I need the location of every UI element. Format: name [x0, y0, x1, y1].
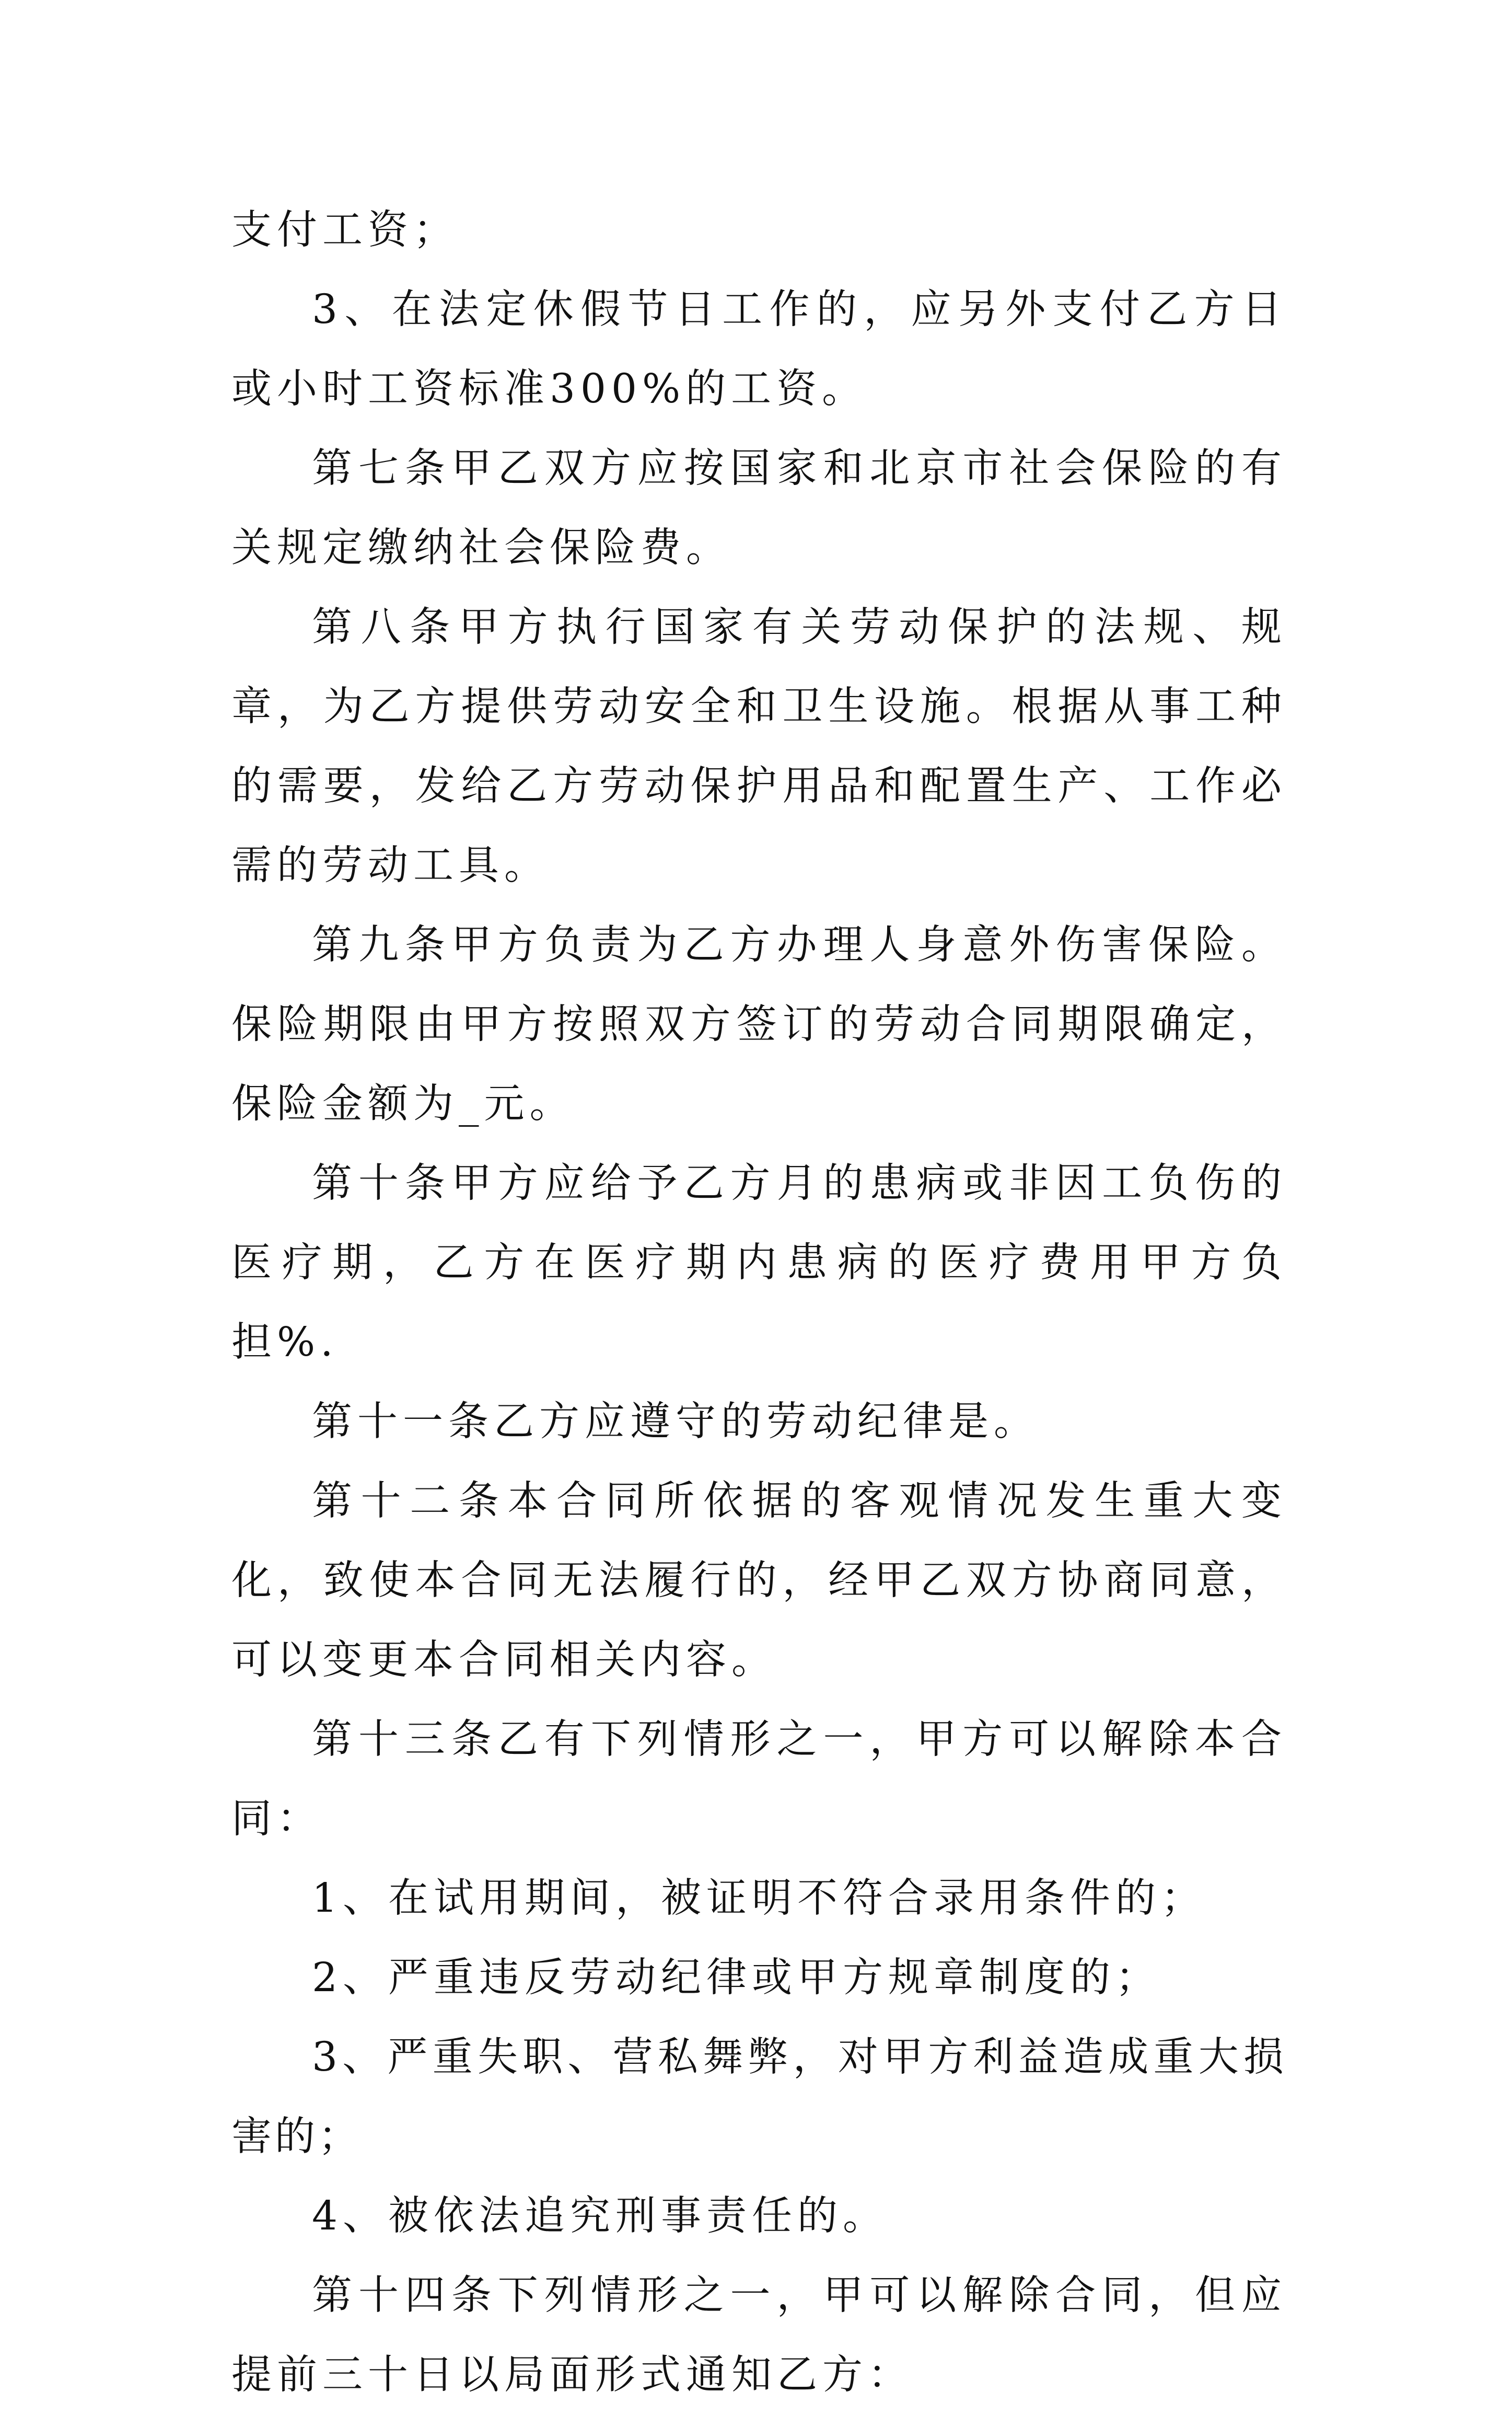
paragraph-14: 第十四条下列情形之一，甲可以解除合同，但应提前三十日以局面形式通知乙方：	[231, 2272, 1287, 2398]
paragraph-7: 第十一条乙方应遵守的劳动纪律是。	[312, 1399, 1039, 1445]
paragraph-4: 第八条甲方执行国家有关劳动保护的法规、规章，为乙方提供劳动安全和卫生设施。根据从事工种的需要，发给乙方劳动保护用品和配置生产、工作必需的劳动工具。	[231, 604, 1287, 889]
paragraph-13: 4、被依法追究刑事责任的。	[312, 2193, 888, 2239]
paragraph-9: 第十三条乙有下列情形之一，甲方可以解除本合同：	[231, 1716, 1287, 1842]
paragraph-5: 第九条甲方负责为乙方办理人身意外伤害保险。保险期限由甲方按照双方签订的劳动合同期限确定，保险金额为_元。	[231, 922, 1287, 1127]
paragraph-10: 1、在试用期间，被证明不符合录用条件的；	[312, 1875, 1206, 1922]
paragraph-11: 2、严重违反劳动纪律或甲方规章制度的；	[312, 1955, 1161, 2001]
paragraph-1: 支付工资；	[231, 207, 459, 253]
paragraph-12: 3、严重失职、营私舞弊，对甲方利益造成重大损害的；	[231, 2034, 1287, 2160]
paragraph-3: 第七条甲乙双方应按国家和北京市社会保险的有关规定缴纳社会保险费。	[231, 445, 1287, 571]
document-body	[231, 191, 1287, 2415]
paragraph-8: 第十二条本合同所依据的客观情况发生重大变化，致使本合同无法履行的，经甲乙双方协商同意，可以变更本合同相关内容。	[231, 1478, 1287, 1683]
paragraph-2: 3、在法定休假节日工作的，应另外支付乙方日或小时工资标准300%的工资。	[231, 286, 1287, 412]
paragraph-6: 第十条甲方应给予乙方月的患病或非因工负伤的医疗期，乙方在医疗期内患病的医疗费用甲方负担%.	[231, 1160, 1287, 1366]
